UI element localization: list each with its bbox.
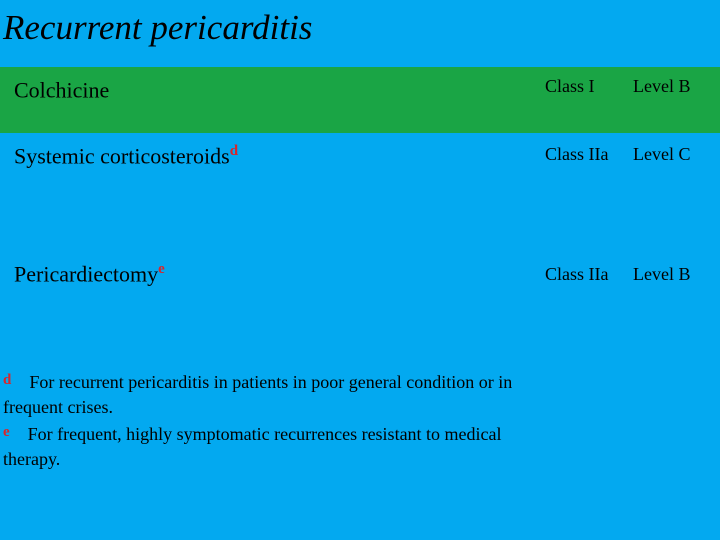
evidence-level: Level C <box>633 144 691 164</box>
drug-label: Pericardiectomy <box>14 261 159 287</box>
drug-label: Colchicine <box>14 77 110 103</box>
footnote-text: For recurrent pericarditis in patients in poor general condition or in frequent crises. <box>3 372 513 417</box>
footnote-marker: e <box>158 261 165 277</box>
recommendation-row-corticosteroids <box>0 133 720 233</box>
footnote-text: For frequent, highly symptomatic recurrences resistant to medical therapy. <box>3 424 502 469</box>
recommendation-class: Class IIa <box>545 264 609 284</box>
drug-name <box>14 77 109 103</box>
footnote-mark: e <box>3 424 10 440</box>
recommendation-class: Class I <box>545 76 595 96</box>
slide-title: Recurrent pericarditis <box>3 8 313 47</box>
recommendation-class: Class IIa <box>545 144 609 164</box>
drug-label: Systemic corticosteroids <box>14 143 230 169</box>
drug-name <box>14 143 238 169</box>
footnote-d <box>3 368 533 420</box>
footnote-mark: d <box>3 372 12 388</box>
drug-name <box>14 261 165 287</box>
recommendation-row-colchicine <box>0 67 720 133</box>
footnote-e <box>3 420 533 472</box>
footnote-marker: d <box>229 143 239 159</box>
recommendation-row-pericardiectomy <box>0 233 720 333</box>
evidence-level: Level B <box>633 264 691 284</box>
footnotes <box>3 368 533 472</box>
evidence-level: Level B <box>633 76 691 96</box>
